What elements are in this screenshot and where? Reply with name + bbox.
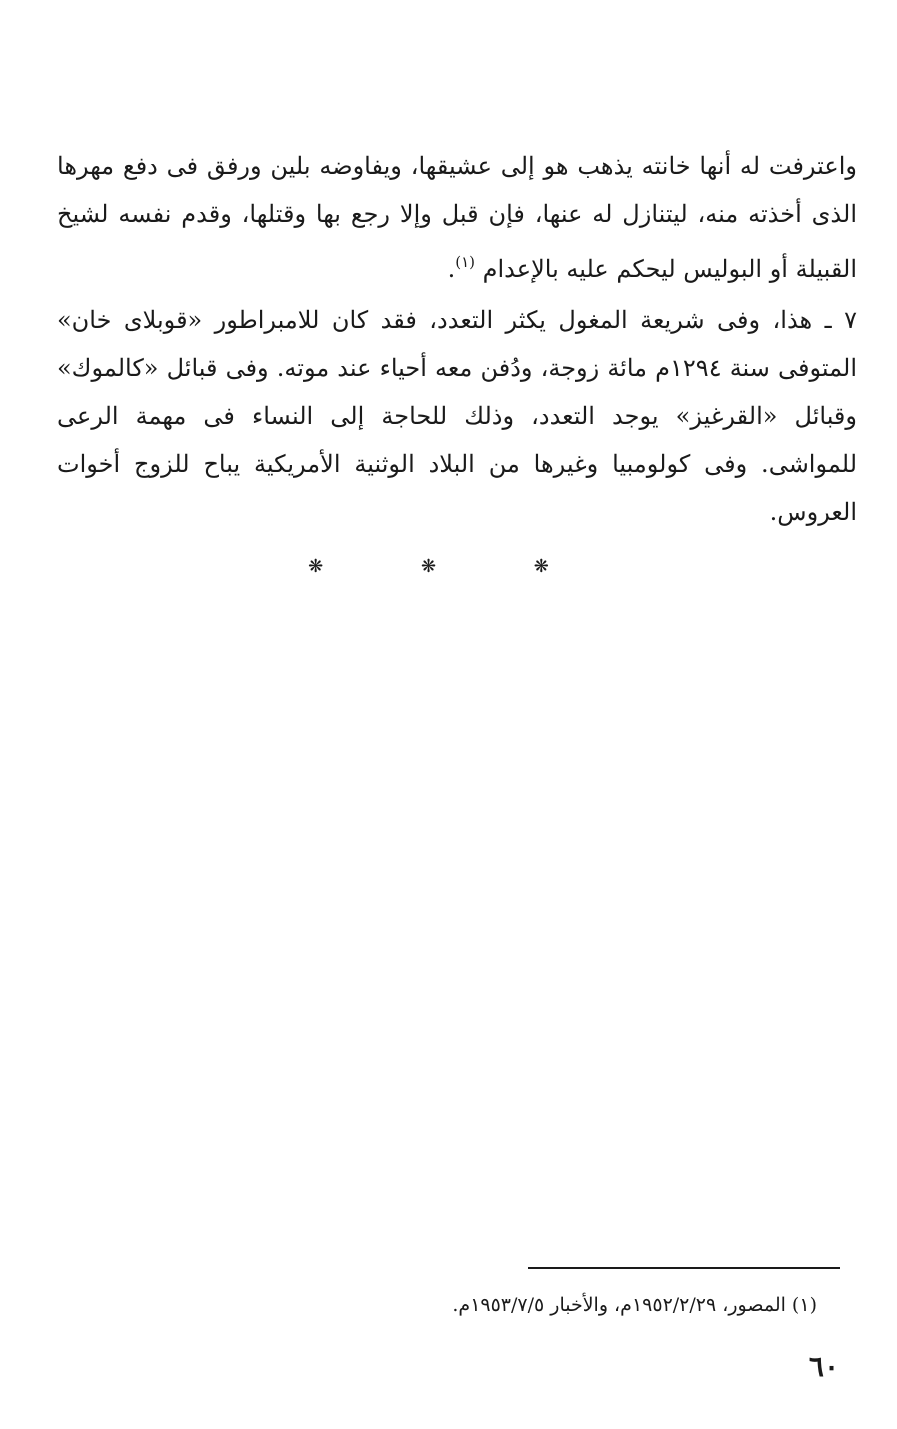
paragraph-1-text: واعترفت له أنها خانته يذهب هو إلى عشيقها، ويفاوضه بلين ورفق فى دفع مهرها الذى أخذته منه، ليتنازل له عنها، فإن قبل وإلا رجع بها وقتلها، وقدم نفسه لشيخ القبيلة أو البوليس ليحكم عليه بالإعدام (57, 152, 857, 283)
separator-star-icon: ❋ (533, 556, 589, 577)
separator-star-icon: ❋ (308, 556, 364, 577)
footnote-reference: (١) (455, 253, 475, 271)
paragraph-1-end: . (447, 255, 456, 283)
section-separator (0, 556, 897, 577)
separator-star-icon: ❋ (420, 556, 477, 577)
page-number: ٦٠ (808, 1350, 839, 1383)
body-paragraph-2: ٧ ـ هذا، وفى شريعة المغول يكثر التعدد، فقد كان للامبراطور «قوبلاى خان» المتوفى سنة ١٢٩٤م مائة زوجة، ودُفن معه أحياء عند موته. وفى قبائل «كالموك» وقبائل «القرغيز» يوجد التعدد، وذلك للحاجة إلى النساء فى مهمة الرعى للمواشى. وفى كولومبيا وغيرها من البلاد الوثنية الأمريكية يباح للزوج أخوات العروس. (57, 306, 857, 526)
footnote-divider (528, 1267, 840, 1269)
body-paragraph-1 (57, 142, 857, 293)
footnote: (١) المصور، ١٩٥٢/٢/٢٩م، والأخبار ١٩٥٣/٧/٥م. (452, 1294, 817, 1316)
